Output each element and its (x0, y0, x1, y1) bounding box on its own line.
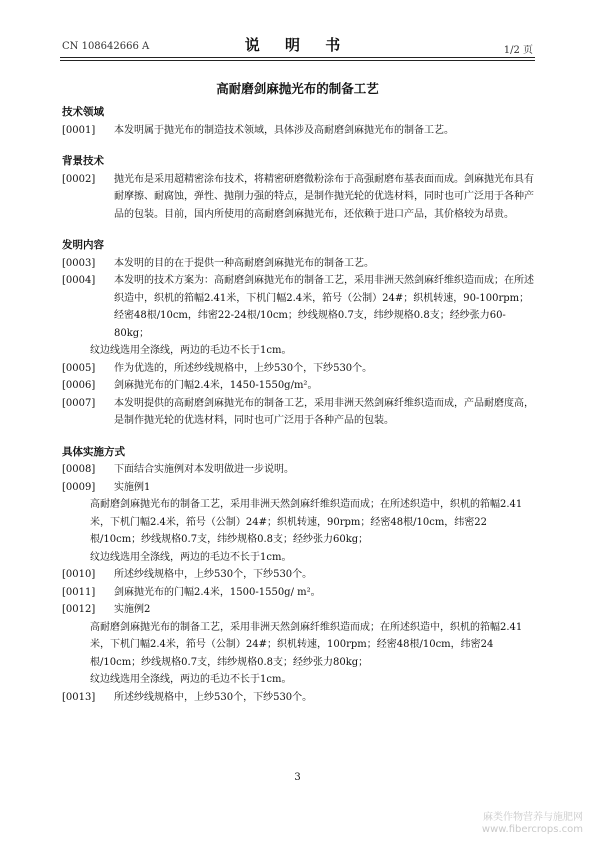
paragraph-text: 下面结合实施例对本发明做进一步说明。 (114, 464, 294, 475)
header-rule (60, 60, 535, 61)
paragraph-text: 实施例1 (114, 481, 151, 493)
paragraph-number: [0010] (62, 569, 96, 580)
watermark-title: 麻类作物营养与施肥网 (483, 812, 583, 823)
page-number: 3 (294, 772, 301, 783)
paragraph (62, 377, 535, 395)
watermark (482, 812, 583, 836)
paragraph-text: 本发明提供的高耐磨剑麻抛光布的制备工艺，采用非洲天然剑麻纤维织造而成，产品耐磨度高，是制作抛光轮的优选材料，同时也可广泛用于各种产品的包装。 (114, 397, 534, 426)
paragraph-number: [0003] (62, 257, 96, 269)
paragraph (62, 122, 535, 140)
paragraph-number: [0002] (62, 173, 96, 185)
paragraph-number: [0001] (62, 124, 96, 136)
paragraph-text: 作为优选的，所述纱线规格中，上纱530个，下纱530个。 (114, 362, 373, 374)
watermark-url: www.fibercrops.com (481, 824, 583, 835)
paragraph-text: 剑麻抛光布的门幅2.4米，1450-1550g/m²。 (114, 380, 318, 391)
section-heading: 具体实施方式 (62, 445, 125, 458)
page-title: 高耐磨剑麻抛光布的制备工艺 (216, 81, 379, 96)
paragraph-text: 抛光布是采用超精密涂布技术，将精密研磨微粉涂布于高强耐磨布基表面而成。剑麻抛光布具有耐摩擦、耐腐蚀，弹性、抛削力强的特点，是制作抛光轮的优选材料，同时也可广泛用于各种产品的包装。目前，国内所使用的高耐磨剑麻抛光布，还依赖于进口产品，其价格较为昂贵。 (114, 173, 534, 220)
paragraph-number: [0005] (62, 362, 96, 374)
paragraph (62, 566, 535, 584)
paragraph-text: 所述纱线规格中，上纱530个，下纱530个。 (114, 569, 313, 580)
paragraph-number: [0007] (62, 397, 96, 409)
paragraph-text: 本发明的技术方案为：高耐磨剑麻抛光布的制备工艺，采用非洲天然剑麻纤维织造而成；在所述织造中，织机的筘幅2.41米，下机门幅2.4米，筘号（公制）24#；织机转速，90-100rpm；经密48根/10cm，纬密22-24根/10cm；纱线规格0.7支，纬纱规格0.8支；经纱张力60-80kg； (114, 275, 534, 339)
paragraph (62, 601, 535, 619)
paragraph (62, 689, 535, 707)
paragraph-continuation: 纹边线选用全涤线，两边的毛边不长于1cm。 (90, 551, 292, 563)
paragraph-text: 所述纱线规格中，上纱530个，下纱530个。 (114, 691, 313, 703)
section-heading: 发明内容 (62, 239, 104, 251)
paragraph (62, 255, 535, 273)
paragraph-continuation: 纹边线选用全涤线，两边的毛边不长于1cm。 (90, 345, 292, 356)
header-rule (60, 57, 535, 58)
section-heading: 技术领域 (62, 106, 104, 118)
paragraph-number: [0006] (62, 380, 96, 391)
paragraph-number: [0004] (62, 275, 96, 286)
document-type: 说 明 书 (244, 36, 351, 54)
patent-number: CN 108642666 A (62, 41, 150, 52)
page-indicator: 1/2 页 (503, 45, 533, 56)
paragraph-number: [0008] (62, 464, 96, 475)
paragraph-continuation: 高耐磨剑麻抛光布的制备工艺，采用非洲天然剑麻纤维织造而成；在所述织造中，织机的筘幅2.41米，下机门幅2.4米，筘号（公制）24#；织机转速，90rpm；经密48根/10cm，纬密22根/10cm；纱线规格0.7支，纬纱规格0.8支；经纱张力60kg； (90, 499, 523, 545)
paragraph-text: 剑麻抛光布的门幅2.4米，1500-1550g/ m²。 (114, 586, 321, 598)
section-heading: 背景技术 (62, 155, 104, 167)
document-body (62, 104, 535, 706)
paragraph-number: [0011] (62, 586, 96, 598)
paragraph (62, 272, 535, 342)
paragraph-continuation: 高耐磨剑麻抛光布的制备工艺，采用非洲天然剑麻纤维织造而成；在所述织造中，织机的筘幅2.41米，下机门幅2.4米，筘号（公制）24#；织机转速，100rpm；经密48根/10cm，纬密24根/10cm；纱线规格0.7支，纬纱规格0.8支；经纱张力80kg； (90, 621, 523, 668)
paragraph-text: 本发明的目的在于提供一种高耐磨剑麻抛光布的制备工艺。 (114, 257, 374, 269)
paragraph-continuation: 纹边线选用全涤线，两边的毛边不长于1cm。 (90, 674, 292, 685)
paragraph (62, 461, 535, 479)
paragraph-number: [0009] (62, 481, 96, 493)
paragraph (62, 479, 535, 497)
paragraph-number: [0012] (62, 604, 96, 615)
paragraph-text: 实施例2 (114, 604, 151, 615)
paragraph (62, 395, 535, 430)
paragraph (62, 171, 535, 224)
paragraph (62, 584, 535, 602)
paragraph (62, 360, 535, 378)
paragraph-text: 本发明属于抛光布的制造技术领域，具体涉及高耐磨剑麻抛光布的制备工艺。 (114, 124, 454, 136)
paragraph-number: [0013] (62, 691, 96, 703)
